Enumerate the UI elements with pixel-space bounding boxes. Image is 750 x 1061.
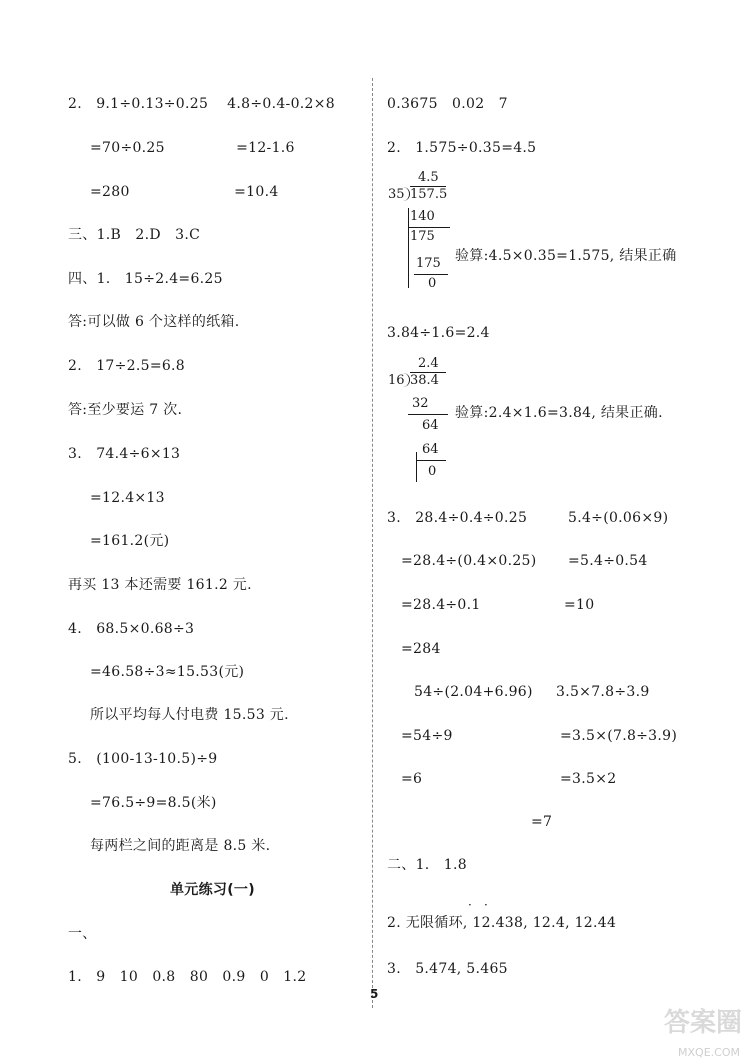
- column-divider: [372, 78, 373, 1008]
- text-line: 每两栏之间的距离是 8.5 米.: [90, 838, 271, 854]
- text-line: =12.4×13: [90, 490, 165, 506]
- division-step-line: [408, 414, 448, 415]
- watermark-logo: 答案圈: [663, 1008, 742, 1038]
- text-line: 1. 9 10 0.8 80 0.9 0 1.2: [68, 969, 307, 985]
- division-remainder: 175: [410, 229, 435, 244]
- text-line: =28.4÷0.1: [401, 597, 481, 613]
- text-line: 2. 无限循环, 12.438, 12.4, 12.44: [387, 915, 617, 931]
- text-line: =54÷9: [401, 728, 453, 744]
- division-margin-line: [408, 208, 409, 288]
- text-line: =10: [564, 597, 595, 613]
- text-line: 3. 5.474, 5.465: [387, 961, 508, 977]
- division-step: 140: [410, 209, 435, 224]
- text-line: 3.5×7.8÷3.9: [556, 684, 650, 700]
- text-line: 2. 17÷2.5=6.8: [68, 358, 186, 374]
- division-step-line: [408, 227, 450, 228]
- text-line: 4. 68.5×0.68÷3: [68, 621, 195, 637]
- text-line: =161.2(元): [90, 533, 170, 549]
- text-line: =280 =10.4: [90, 184, 279, 200]
- text-line: 3. 28.4÷0.4÷0.25: [387, 510, 528, 526]
- text-line: =7: [531, 814, 553, 830]
- text-line: 54÷(2.04+6.96): [414, 684, 533, 700]
- text-line: =46.58÷3≈15.53(元): [90, 664, 245, 680]
- text-line: 答:至少要运 7 次.: [68, 402, 183, 418]
- text-line: 3.84÷1.6=2.4: [387, 325, 490, 341]
- division-dividend: 157.5: [410, 187, 448, 202]
- division-quotient: 2.4: [418, 356, 439, 371]
- text-line: =3.5×2: [560, 771, 617, 787]
- division-step: 64: [422, 442, 439, 457]
- text-line: 5. (100-13-10.5)÷9: [68, 751, 218, 767]
- text-line: =5.4÷0.54: [568, 553, 648, 569]
- division-divisor: 16: [388, 373, 405, 388]
- division-margin-line: [416, 452, 417, 482]
- division-final: 0: [428, 464, 437, 479]
- repeating-dot: ·: [468, 898, 472, 912]
- text-line: =3.5×(7.8÷3.9): [560, 728, 678, 744]
- check-line: 验算:4.5×0.35=1.575, 结果正确: [455, 248, 677, 264]
- division-final: 0: [428, 276, 437, 291]
- text-line: 答:可以做 6 个这样的纸箱.: [68, 314, 240, 330]
- division-bracket: [403, 187, 410, 201]
- repeating-dot: ·: [484, 898, 488, 912]
- division-step-line: [414, 274, 448, 275]
- division-bracket: [403, 373, 410, 387]
- long-division: [388, 356, 458, 486]
- text-line: =284: [401, 641, 441, 657]
- division-step: 32: [412, 396, 429, 411]
- division-step-line: [416, 460, 446, 461]
- text-line: 0.3675 0.02 7: [387, 96, 508, 112]
- text-line: 3. 74.4÷6×13: [68, 446, 181, 462]
- text-line: 所以平均每人付电费 15.53 元.: [90, 707, 289, 723]
- text-line: 再买 13 本还需要 161.2 元.: [68, 577, 252, 593]
- text-line: 四、1. 15÷2.4=6.25: [68, 271, 223, 287]
- text-line: 二、1. 1.8: [387, 857, 467, 873]
- text-line: =70÷0.25 =12-1.6: [90, 140, 295, 156]
- division-step: 175: [416, 256, 441, 271]
- division-quotient: 4.5: [418, 170, 439, 185]
- text-line: =76.5÷9=8.5(米): [90, 795, 217, 811]
- check-line: 验算:2.4×1.6=3.84, 结果正确.: [455, 405, 663, 421]
- section-title: 单元练习(一): [170, 882, 255, 898]
- text-line: 5.4÷(0.06×9): [568, 510, 669, 526]
- page-number: 5: [370, 987, 379, 1001]
- long-division: [388, 170, 458, 295]
- text-line: =6: [401, 771, 423, 787]
- text-line: 一、: [68, 926, 97, 942]
- division-dividend: 38.4: [410, 373, 439, 388]
- text-line: 三、1.B 2.D 3.C: [68, 227, 201, 243]
- text-line: 2. 9.1÷0.13÷0.25 4.8÷0.4-0.2×8: [68, 96, 335, 112]
- division-remainder: 64: [422, 418, 439, 433]
- text-line: 2. 1.575÷0.35=4.5: [387, 140, 537, 156]
- division-divisor: 35: [388, 187, 405, 202]
- text-line: =28.4÷(0.4×0.25): [401, 553, 537, 569]
- watermark-url: MXQE.COM: [678, 1046, 740, 1059]
